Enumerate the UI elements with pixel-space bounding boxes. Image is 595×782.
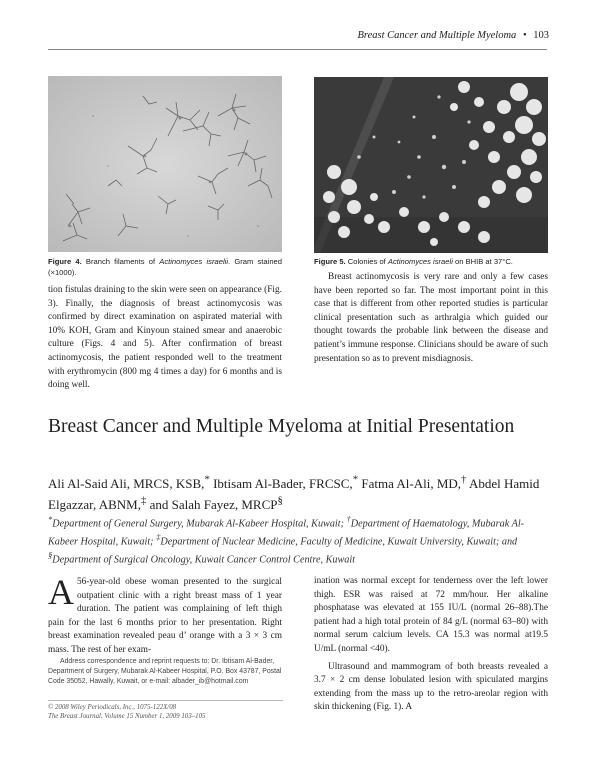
figure-5-caption-species: Actinomyces israeli xyxy=(387,257,453,266)
author: Abdel Hamid Elgazzar, ABNM,‡ xyxy=(48,476,540,512)
article-intro-text: 56-year-old obese woman presented to the surgical outpatient clinic with a right breast mass of 1 year duration. The patient was complaining of left thigh pain for the last 6 months prior to her presentation. Right breast examination revealed peau d’ orange with a 3 × 3 cm mass. The rest of her exam- xyxy=(48,577,282,655)
article-right-column xyxy=(314,575,548,715)
right-paragraph-1: ination was normal except for tenderness over the left lower thigh. ESR was raised at 72 mm/hour. Her alkaline phosphatase was elevated at 155 IU/L (normal 26–88).The patient had a high total protein of 84 g/L (normal 63–80) with normal serum calcium levels. CA 15.3 was normal at19.5 U/mL (normal <40). xyxy=(314,576,548,654)
journal-citation: The Breast Journal, Volume 15 Number 1, 2009 103–105 xyxy=(48,713,206,721)
running-head-title: Breast Cancer and Multiple Myeloma xyxy=(357,30,517,41)
correspondence-note: Address correspondence and reprint requests to: Dr. Ibtisam Al-Bader, Department of Surgery, Mubarak Al-Kabeer Hospital, P.O. Box 43787, Postal Code 35052, Hawally, Kuwait, or e-mail: albader_ib@hotmail.com xyxy=(48,658,282,685)
figure-4-caption-species: Actinomyces israelii xyxy=(159,257,229,266)
article-left-column xyxy=(48,572,282,658)
author-list xyxy=(48,472,548,513)
figure-5-image xyxy=(314,77,548,253)
author: Fatma Al-Ali, MD,† xyxy=(361,474,467,492)
figure-5-caption-pre: Colonies of xyxy=(347,257,388,266)
copyright-line: © 2008 Wiley Periodicals, Inc., 1075-122X/08 xyxy=(48,704,177,711)
article-title: Breast Cancer and Multiple Myeloma at Initial Presentation xyxy=(48,416,515,437)
figure-4-image xyxy=(48,76,282,252)
affiliation: Department of Surgical Oncology, Kuwait Cancer Control Centre, Kuwait xyxy=(52,554,356,566)
page-number: 103 xyxy=(533,30,549,41)
figure-4-caption xyxy=(48,257,282,278)
figure-5-label: Figure 5. xyxy=(314,257,346,266)
running-head xyxy=(357,30,549,41)
affiliation: Department of Nuclear Medicine, Faculty of Medicine, Kuwait University, Kuwait; and xyxy=(160,536,518,548)
drop-cap: A xyxy=(48,572,74,612)
footnote-rule xyxy=(48,700,283,701)
prev-article-left-column: tion fistulas draining to the skin were seen on appearance (Fig. 3). Finally, the diagnosis of breast actinomycosis was confirmed by direct examination on aspirated material with 10% KOH, Gram and Kinyoun stained smear and anaerobic culture (Figs. 4 and 5). After confirmation of breast actinomycosis, the patient responded well to the treatment with erythromycin (800 mg 4 times a day) for 6 months and is doing well. xyxy=(48,285,282,391)
figure-4-caption-pre: Branch filaments of xyxy=(85,257,160,266)
copyright-block xyxy=(48,703,282,721)
author: Ali Al-Said Ali, MRCS, KSB,* xyxy=(48,474,210,492)
prev-article-right-column: Breast actinomycosis is very rare and only a few cases have been reported so far. The most important point in this case that is different from other reported studies is particular clinical presentation such as arthralgia which guided our thought towards the probable link between the disease and patient’s immune response. Clinicians should be aware of such presentation so as to prevent misdiagnosis. xyxy=(314,272,548,364)
figure-5-caption-post: on BHIB at 37°C. xyxy=(452,257,513,266)
affiliation: Department of Haematology, Mubarak Al-Kabeer Hospital, Kuwait; xyxy=(48,518,525,548)
figure-5-caption xyxy=(314,257,548,268)
author: and Salah Fayez, MRCP§ xyxy=(149,494,283,512)
affiliation: Department of General Surgery, Mubarak Al-Kabeer Hospital, Kuwait; xyxy=(52,518,347,530)
colonies-photo xyxy=(314,77,548,253)
filaments-micrograph xyxy=(48,76,282,252)
figure-4-label: Figure 4. xyxy=(48,257,82,266)
affiliations: *Department of General Surgery, Mubarak Al-Kabeer Hospital, Kuwait; †Department of Haematology, Mubarak Al-Kabeer Hospital, Kuwait; ‡Department of Nuclear Medicine, Faculty of Medicine, Kuwait University, Kuwait; and §Department of Surgical Oncology, Kuwait Cancer Control Centre, Kuwait xyxy=(48,514,525,566)
running-head-bullet: • xyxy=(522,30,527,41)
figure-4-caption-post: . Gram stained (×1000). xyxy=(48,257,282,277)
right-paragraph-2: Ultrasound and mammogram of both breasts revealed a 3.7 × 2 cm dense lobulated lesion with spiculated margins extending from the mass up to the retro-areolar region with skin thickening (Fig. 1). A xyxy=(314,661,548,713)
author: Ibtisam Al-Bader, FRCSC,* xyxy=(213,474,359,492)
header-rule xyxy=(48,49,547,50)
